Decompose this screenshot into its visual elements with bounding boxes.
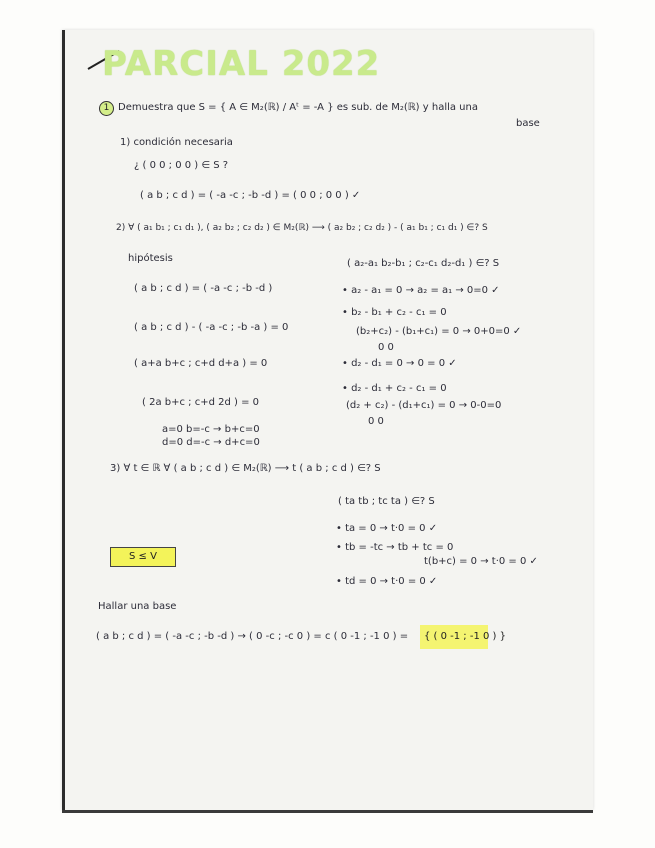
difference-line-1: • a₂ - a₁ = 0 → a₂ = a₁ → 0=0 ✓ <box>342 285 500 296</box>
scalar-closure-header: 3) ∀ t ∈ ℝ ∀ ( a b ; c d ) ∈ M₂(ℝ) ⟶ t ( a b ; c d ) ∈? S <box>110 463 381 474</box>
scalar-line-1: • ta = 0 → t·0 = 0 ✓ <box>336 523 438 534</box>
difference-line-3: (b₂+c₂) - (b₁+c₁) = 0 → 0+0=0 ✓ <box>356 326 522 337</box>
hypothesis-line-3: ( a+a b+c ; c+d d+a ) = 0 <box>134 358 268 369</box>
difference-line-2: • b₂ - b₁ + c₂ - c₁ = 0 <box>342 307 447 318</box>
difference-line-6-zeros: 0 0 <box>368 416 384 427</box>
difference-line-3-zeros: 0 0 <box>378 342 394 353</box>
condition-check: ( a b ; c d ) = ( -a -c ; -b -d ) = ( 0 0 ; 0 0 ) ✓ <box>140 190 361 201</box>
difference-line-6: (d₂ + c₂) - (d₁+c₁) = 0 → 0-0=0 <box>346 400 502 411</box>
base-equation: ( a b ; c d ) = ( -a -c ; -b -d ) → ( 0 -c ; -c 0 ) = c ( 0 -1 ; -1 0 ) = <box>96 631 409 642</box>
sheet-bottom-edge <box>62 810 593 813</box>
hypothesis-line-4: ( 2a b+c ; c+d 2d ) = 0 <box>142 397 259 408</box>
base-header: Hallar una base <box>98 601 177 612</box>
hypothesis-line-6: d=0 d=-c → d+c=0 <box>162 437 260 448</box>
scalar-question: ( ta tb ; tc ta ) ∈? S <box>338 496 435 507</box>
hypothesis-line-5: a=0 b=-c → b+c=0 <box>162 424 260 435</box>
scalar-line-3: t(b+c) = 0 → t·0 = 0 ✓ <box>424 556 538 567</box>
base-result: { ( 0 -1 ; -1 0 ) } <box>424 631 506 642</box>
sum-closure-header: 2) ∀ ( a₁ b₁ ; c₁ d₁ ), ( a₂ b₂ ; c₂ d₂ ) ∈ M₂(ℝ) ⟶ ( a₂ b₂ ; c₂ d₂ ) - ( a₁ b₁ ; c₁ d₁ ) ∈? S <box>116 223 488 233</box>
difference-question: ( a₂-a₁ b₂-b₁ ; c₂-c₁ d₂-d₁ ) ∈? S <box>347 258 500 269</box>
condition-question: ¿ ( 0 0 ; 0 0 ) ∈ S ? <box>134 160 229 171</box>
exercise-number-badge: 1 <box>99 101 114 116</box>
subspace-conclusion-highlight: S ≤ V <box>110 547 176 567</box>
statement-line-2: base <box>516 118 540 129</box>
difference-line-4: • d₂ - d₁ = 0 → 0 = 0 ✓ <box>342 358 457 369</box>
page-title: PARCIAL 2022 <box>102 44 381 84</box>
hypothesis-line-2: ( a b ; c d ) - ( -a -c ; -b -a ) = 0 <box>134 322 289 333</box>
scalar-line-2: • tb = -tc → tb + tc = 0 <box>336 542 454 553</box>
condition-header: 1) condición necesaria <box>120 137 233 148</box>
scalar-line-4: • td = 0 → t·0 = 0 ✓ <box>336 576 438 587</box>
difference-line-5: • d₂ - d₁ + c₂ - c₁ = 0 <box>342 383 447 394</box>
hypothesis-line-1: ( a b ; c d ) = ( -a -c ; -b -d ) <box>134 283 273 294</box>
statement-line-1: Demuestra que S = { A ∈ M₂(ℝ) / Aᵗ = -A } es sub. de M₂(ℝ) y halla una <box>118 102 478 113</box>
hypothesis-label: hipótesis <box>128 253 173 264</box>
